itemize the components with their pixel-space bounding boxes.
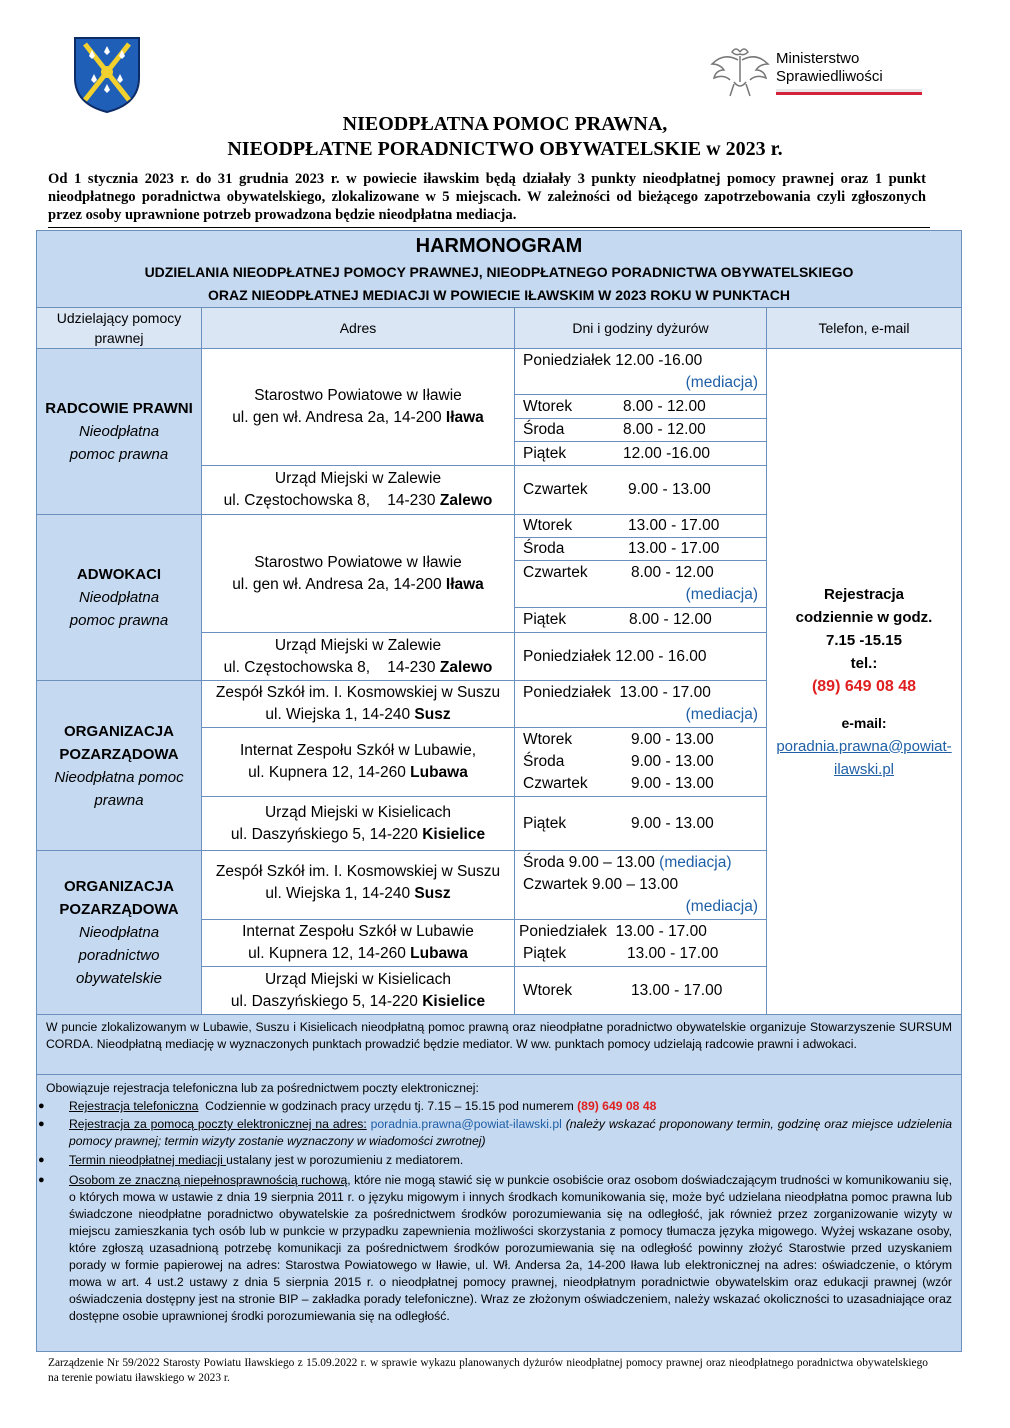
hours-text: Czwartek 9.00 – 13.00 bbox=[523, 876, 679, 893]
bullet-icon: ● bbox=[38, 1118, 45, 1130]
hours-slot bbox=[514, 418, 767, 442]
contact-cell bbox=[766, 348, 962, 1015]
day-label: Czwartek bbox=[523, 775, 588, 792]
phone-number[interactable]: (89) 649 08 48 bbox=[811, 677, 917, 695]
column-header-address: Adres bbox=[201, 307, 515, 349]
time-range: 9.00 - 13.00 bbox=[631, 731, 714, 748]
address-line: ul. Częstochowska 8, 14-230 Zalewo bbox=[223, 492, 493, 509]
hours-slot bbox=[514, 796, 767, 851]
page-title-line1: NIEODPŁATNA POMOC PRAWNA, bbox=[342, 113, 668, 135]
hours-slot bbox=[514, 919, 767, 967]
intro-underline bbox=[48, 227, 930, 228]
mediation-label: (mediacja) bbox=[685, 373, 758, 391]
group-legal-advisers bbox=[36, 348, 202, 515]
address-line: Urząd Miejski w Kisielicach bbox=[264, 970, 452, 988]
intro-paragraph: Od 1 stycznia 2023 r. do 31 grudnia 2023 r. w powiecie iławskim będą działały 3 punkty nieodpłatnej pomocy prawnej oraz 1 punkt nieodpłatnego poradnictwa obywatelskiego, zlokalizowane w 5 miejscach. W zależności od bieżącego zapotrzebowania czyli zgłoszonych przez osoby uprawnione potrzeb prowadzona będzie nieodpłatna mediacja. bbox=[48, 171, 926, 223]
email-label: e-mail: bbox=[841, 714, 887, 731]
address-line: ul. Daszyńskiego 5, 14-220 Kisielice bbox=[230, 992, 486, 1010]
rule-disability: Osobom ze znaczną niepełnosprawnością ruchową, które nie mogą stawić się w punkcie osobiście oraz osobom doświadczającym trudności w komunikowaniu się, o których mowa w ustawie z dnia 19 sierpnia 2011 r. o języku migowym i innych środkach komunikowania się, może być udzielana nieodpłatna pomoc prawna lub świadczone nieodpłatne poradnictwo obywatelskie za pośrednictwem środków porozumiewania się na odległość, jak również przez zorganizowanie wizyty w miejscu zamieszkania tych osób lub w punkcie w przypadku zapewnienia możliwości skorzystania z pomocy tłumacza języka migowego. Wyżej wskazane osoby, które zgłoszą uzasadnioną potrzebę komunikacji za pośrednictwem środków porozumiewania się na odległość powinny złożyć Starostwie przed uzyskaniem porady w formie papierowej na adres: Starostwa Powiatowego w Iławie, ul. Wł. Andersa 2a, 14-200 Iława lub elektronicznej na adres: oświadczenie, o którym mowa w art. 4 ust.2 ustawy z dnia 5 sierpnia 2015 r. o nieodpłatnej pomocy prawnej, nieodpłatnym poradnictwie obywatelskim oraz edukacji prawnej (wzór oświadczenia dostępny jest na stronie BIP – zakładka porady telefoniczne). Wraz ze złożonym oświadczeniem, należy wskazać okoliczności to uzasadniające oraz dostępne osobie uprawnionej środki porozumiewania się na odległość. bbox=[69, 1173, 952, 1323]
group-subtitle: Nieodpłatna pomoc prawna bbox=[54, 768, 184, 809]
day-label: Piątek bbox=[523, 444, 567, 462]
group-subtitle: Nieodpłatna poradnictwo obywatelskie bbox=[76, 924, 162, 987]
hours-slot bbox=[514, 632, 767, 681]
address-line: ul. gen wł. Andresa 2a, 14-200 Iława bbox=[232, 409, 484, 426]
address-line: Starostwo Powiatowe w Iławie bbox=[254, 553, 462, 571]
time-range: 13.00 - 17.00 bbox=[628, 517, 720, 534]
schedule-subheading-2: ORAZ NIEODPŁATNEJ MEDIACJI W POWIECIE IŁAWSKIM W 2023 ROKU W PUNKTACH bbox=[207, 287, 791, 303]
address-kisielice bbox=[201, 796, 515, 851]
address-line: Zespół Szkół im. I. Kosmowskiej w Suszu bbox=[215, 684, 501, 701]
divider bbox=[36, 1074, 962, 1075]
address-line: ul. Kupnera 12, 14-260 Lubawa bbox=[248, 764, 468, 781]
group-title: ORGANIZACJA POZARZĄDOWA bbox=[59, 878, 179, 918]
hours-slot bbox=[514, 560, 767, 608]
address-line: ul. Daszyńskiego 5, 14-220 Kisielice bbox=[230, 825, 486, 843]
time-range: 9.00 - 13.00 bbox=[628, 481, 711, 498]
address-lubawa bbox=[201, 919, 515, 967]
time-range: 13.00 - 17.00 bbox=[628, 540, 720, 557]
bullet-icon: ● bbox=[38, 1154, 45, 1166]
address-lubawa bbox=[201, 727, 515, 797]
tel-label: tel.: bbox=[850, 654, 878, 672]
hours-text: Poniedziałek 12.00 -16.00 bbox=[523, 351, 703, 369]
bullet-icon: ● bbox=[38, 1100, 45, 1112]
registration-rules-intro: Obowiązuje rejestracja telefoniczna lub za pośrednictwem poczty elektronicznej: bbox=[46, 1081, 479, 1095]
day-label: Wtorek bbox=[523, 981, 573, 999]
day-label: Piątek bbox=[523, 814, 567, 832]
time-range: 13.00 - 17.00 bbox=[631, 981, 723, 999]
address-line: Internat Zespołu Szkół w Lubawie, bbox=[239, 742, 477, 759]
address-line: ul. Wiejska 1, 14-240 Susz bbox=[265, 885, 451, 902]
day-label: Czwartek bbox=[523, 481, 588, 498]
group-title: ORGANIZACJA POZARZĄDOWA bbox=[59, 722, 179, 763]
organizer-note: W puncie zlokalizowanym w Lubawie, Suszu i Kisielicach nieodpłatną pomoc prawną oraz nieodpłatne poradnictwo obywatelskie organizuje Stowarzyszenie SURSUM CORDA. Nieodpłatną mediację w wyznaczonych punktach prowadzić będzie mediator. W ww. punktach pomocy udzielają radcowie prawni i adwokaci. bbox=[46, 1020, 952, 1051]
column-header-hours: Dni i godziny dyżurów bbox=[514, 307, 767, 349]
rule-email-registration: Rejestracja za pomocą poczty elektronicznej na adres: poradnia.prawna@powiat-ilawski.pl (należy wskazać proponowany termin, godzinę oraz miejsce udzielenia pomocy prawnej; termin wizyty zostanie wyznaczony w wiadomości zwrotnej) bbox=[69, 1117, 952, 1148]
day-label: Środa bbox=[523, 540, 565, 557]
address-line: ul. Kupnera 12, 14-260 Lubawa bbox=[248, 945, 468, 962]
address-line: Urząd Miejski w Kisielicach bbox=[264, 803, 452, 821]
time-range: 13.00 - 17.00 bbox=[627, 945, 719, 962]
group-ngo-legal-aid bbox=[36, 680, 202, 851]
hours-slot bbox=[514, 680, 767, 728]
hours-slot bbox=[514, 394, 767, 419]
address-line: ul. Wiejska 1, 14-240 Susz bbox=[265, 706, 451, 723]
address-susz bbox=[201, 850, 515, 920]
time-range: 8.00 - 12.00 bbox=[631, 564, 714, 581]
schedule-subheading-1: UDZIELANIA NIEODPŁATNEJ POMOCY PRAWNEJ, NIEODPŁATNEGO PORADNICTWA OBYWATELSKIEGO bbox=[144, 264, 854, 280]
column-header-provider: Udzielający pomocy prawnej bbox=[36, 307, 202, 349]
time-range: 8.00 - 12.00 bbox=[629, 611, 712, 628]
registration-hours: 7.15 -15.15 bbox=[826, 631, 902, 649]
address-line: Zespół Szkół im. I. Kosmowskiej w Suszu bbox=[215, 863, 501, 880]
hours-slot bbox=[514, 348, 767, 395]
mediation-label: (mediacja) bbox=[685, 586, 758, 603]
hours-text: Poniedziałek 12.00 - 16.00 bbox=[523, 647, 707, 665]
group-ngo-civic-advice bbox=[36, 850, 202, 1015]
time-range: 8.00 - 12.00 bbox=[623, 397, 706, 415]
schedule-heading: HARMONOGRAM bbox=[415, 235, 583, 257]
address-line: Starostwo Powiatowe w Iławie bbox=[254, 387, 462, 404]
hours-slot bbox=[514, 607, 767, 633]
time-range: 9.00 - 13.00 bbox=[631, 753, 714, 770]
group-subtitle: Nieodpłatna pomoc prawna bbox=[69, 423, 169, 463]
column-header-contact: Telefon, e-mail bbox=[766, 307, 962, 349]
time-range: 12.00 -16.00 bbox=[623, 444, 711, 462]
address-zalewo bbox=[201, 465, 515, 515]
hours-slot bbox=[514, 850, 767, 920]
hours-slot bbox=[514, 727, 767, 797]
registration-label: codziennie w godz. bbox=[795, 608, 933, 626]
day-label: Wtorek bbox=[523, 517, 573, 534]
address-line: ul. gen wł. Andresa 2a, 14-200 Iława bbox=[232, 575, 484, 593]
hours-text: Środa 9.00 – 13.00 (mediacja) bbox=[523, 854, 732, 871]
email-link[interactable]: poradnia.prawna@powiat- bbox=[776, 737, 952, 755]
coat-of-arms-logo bbox=[71, 34, 143, 114]
address-susz bbox=[201, 680, 515, 728]
ministry-of-justice-logo bbox=[710, 44, 920, 100]
group-attorneys bbox=[36, 514, 202, 681]
group-title: RADCOWIE PRAWNI bbox=[45, 400, 193, 417]
hours-slot bbox=[514, 465, 767, 515]
polish-flag-stripe bbox=[776, 89, 922, 95]
group-title: ADWOKACI bbox=[76, 566, 162, 583]
day-label: Czwartek bbox=[523, 564, 588, 581]
day-label: Środa bbox=[523, 753, 565, 770]
day-label: Środa bbox=[523, 421, 565, 438]
hours-slot bbox=[514, 441, 767, 466]
hours-slot bbox=[514, 514, 767, 538]
page-title-line2: NIEODPŁATNE PORADNICTWO OBYWATELSKIE w 2023 r. bbox=[227, 138, 783, 160]
registration-label: Rejestracja bbox=[823, 585, 905, 603]
address-line: Urząd Miejski w Zalewie bbox=[274, 636, 442, 654]
day-label: Piątek bbox=[523, 611, 567, 628]
mediation-label: (mediacja) bbox=[685, 898, 758, 915]
email-link[interactable]: ilawski.pl bbox=[833, 760, 894, 778]
group-subtitle: Nieodpłatna pomoc prawna bbox=[69, 589, 169, 629]
hours-slot bbox=[514, 537, 767, 561]
day-label: Piątek bbox=[523, 945, 567, 962]
rule-mediation: Termin nieodpłatnej mediacji ustalany jest w porozumieniu z mediatorem. bbox=[69, 1153, 464, 1167]
mediation-label: (mediacja) bbox=[685, 706, 758, 723]
hours-text: Poniedziałek 13.00 - 17.00 bbox=[519, 923, 707, 940]
address-line: Urząd Miejski w Zalewie bbox=[274, 470, 442, 487]
day-label: Wtorek bbox=[523, 397, 573, 415]
hours-text: Poniedziałek 13.00 - 17.00 bbox=[523, 684, 711, 701]
day-label: Wtorek bbox=[523, 731, 573, 748]
address-line: ul. Częstochowska 8, 14-230 Zalewo bbox=[223, 658, 493, 676]
address-starostwo-ilawa bbox=[201, 514, 515, 633]
rule-phone-registration: Rejestracja telefoniczna Codziennie w godzinach pracy urzędu tj. 7.15 – 15.15 pod numerem (89) 649 08 48 bbox=[69, 1099, 657, 1113]
ministry-name-line1: Ministerstwo bbox=[776, 50, 860, 67]
hours-slot bbox=[514, 966, 767, 1015]
time-range: 9.00 - 13.00 bbox=[631, 814, 714, 832]
time-range: 9.00 - 13.00 bbox=[631, 775, 714, 792]
footer-regulation: Zarządzenie Nr 59/2022 Starosty Powiatu Iławskiego z 15.09.2022 r. w sprawie wykazu planowanych dyżurów nieodpłatnej pomocy prawnej oraz nieodpłatnego poradnictwa obywatelskiego na terenie powiatu iławskiego w 2023 r. bbox=[48, 1357, 928, 1384]
address-starostwo-ilawa bbox=[201, 348, 515, 466]
bullet-icon: ● bbox=[38, 1174, 45, 1186]
time-range: 8.00 - 12.00 bbox=[623, 421, 706, 438]
ministry-name-line2: Sprawiedliwości bbox=[776, 68, 883, 85]
address-zalewo bbox=[201, 632, 515, 681]
eagle-emblem-icon bbox=[710, 44, 770, 100]
address-kisielice bbox=[201, 966, 515, 1015]
address-line: Internat Zespołu Szkół w Lubawie bbox=[242, 923, 474, 940]
